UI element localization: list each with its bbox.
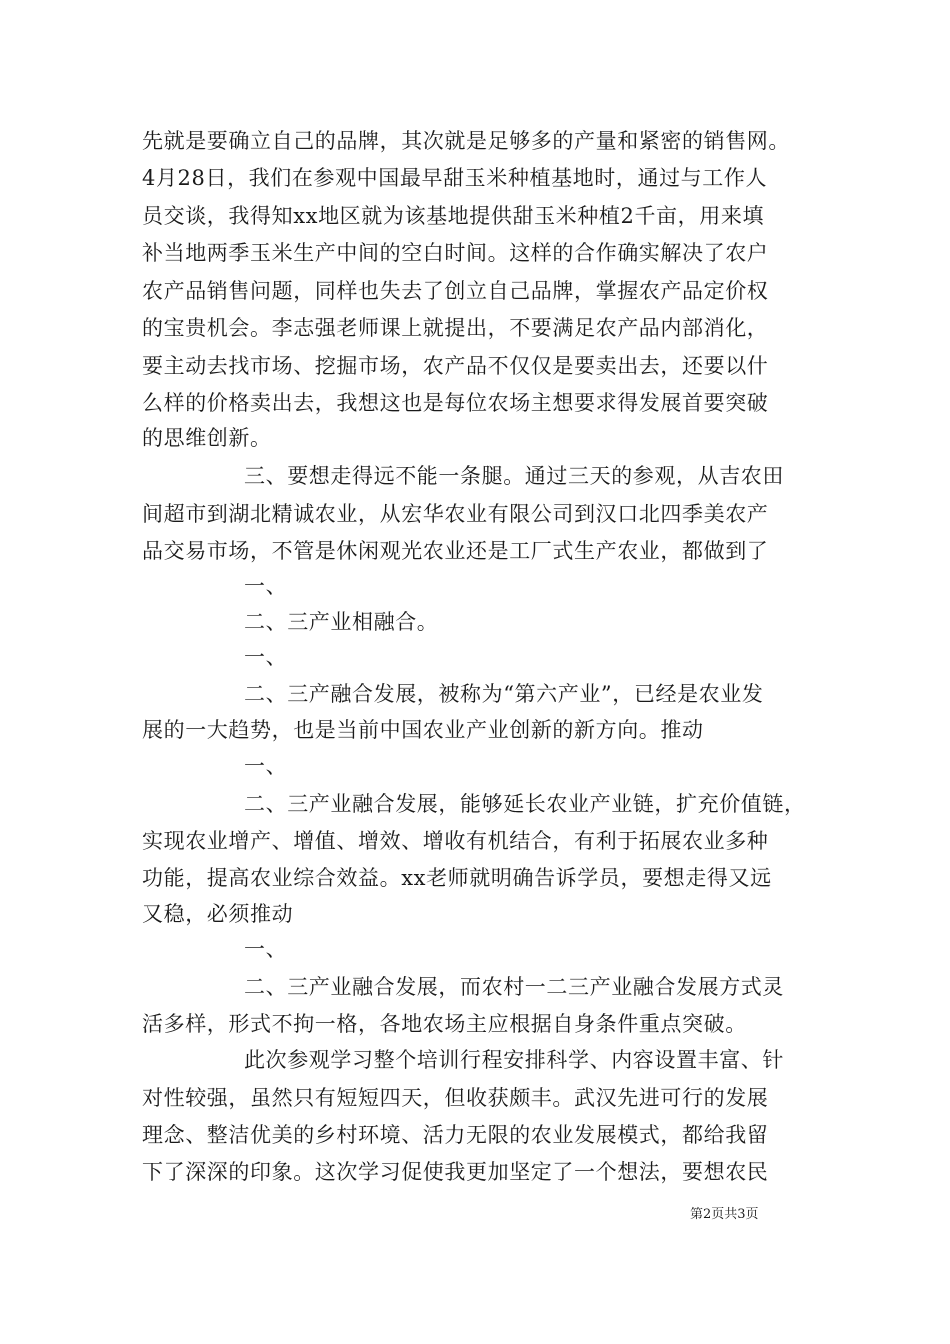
text-line-10: 三、要想走得远不能一条腿。通过三天的参观，从吉农田 (244, 464, 784, 488)
text-line-18: 一、 (244, 754, 288, 778)
text-line-19: 二、三产业融合发展，能够延长农业产业链，扩充价值链， (244, 792, 806, 816)
text-line-25: 活多样，形式不拘一格，各地农场主应根据自身条件重点突破。 (142, 1012, 747, 1036)
text-line-5: 农产品销售问题，同样也失去了创立自己品牌，掌握农产品定价权 (142, 279, 769, 303)
text-line-17: 展的一大趋势，也是当前中国农业产业创新的新方向。推动 (142, 718, 704, 742)
text-line-12: 品交易市场，不管是休闲观光农业还是工厂式生产农业，都做到了 (142, 539, 769, 563)
text-line-24: 二、三产业融合发展，而农村一二三产业融合发展方式灵 (244, 975, 784, 999)
text-line-8: 么样的价格卖出去，我想这也是每位农场主想要求得发展首要突破 (142, 391, 769, 415)
text-line-23: 一、 (244, 937, 288, 961)
text-line-6: 的宝贵机会。李志强老师课上就提出，不要满足农产品内部消化， (142, 316, 769, 340)
text-line-16: 二、三产融合发展，被称为“第六产业”，已经是农业发 (244, 682, 764, 706)
page-number-footer: 第2页共3页 (690, 1207, 759, 1222)
text-line-1: 先就是要确立自己的品牌，其次就是足够多的产量和紧密的销售网。 (142, 129, 790, 153)
text-line-22: 又稳，必须推动 (142, 902, 294, 926)
text-line-15: 一、 (244, 645, 288, 669)
text-line-4: 补当地两季玉米生产中间的空白时间。这样的合作确实解决了农户 (142, 241, 769, 265)
text-line-28: 理念、整洁优美的乡村环境、活力无限的农业发展模式，都给我留 (142, 1123, 769, 1147)
text-line-26: 此次参观学习整个培训行程安排科学、内容设置丰富、针 (244, 1048, 784, 1072)
text-line-9: 的思维创新。 (142, 426, 272, 450)
text-line-11: 间超市到湖北精诚农业，从宏华农业有限公司到汉口北四季美农产 (142, 502, 769, 526)
text-line-20: 实现农业增产、增值、增效、增收有机结合，有利于拓展农业多种 (142, 829, 769, 853)
text-line-3: 员交谈，我得知xx地区就为该基地提供甜玉米种植2千亩，用来填 (142, 204, 765, 228)
text-line-2: 4月28日，我们在参观中国最早甜玉米种植基地时，通过与工作人 (142, 166, 768, 190)
text-line-14: 二、三产业相融合。 (244, 610, 439, 634)
text-line-7: 要主动去找市场、挖掘市场，农产品不仅仅是要卖出去，还要以什 (142, 354, 769, 378)
text-line-27: 对性较强，虽然只有短短四天，但收获颇丰。武汉先进可行的发展 (142, 1086, 769, 1110)
text-line-29: 下了深深的印象。这次学习促使我更加坚定了一个想法，要想农民 (142, 1160, 769, 1184)
text-line-21: 功能，提高农业综合效益。xx老师就明确告诉学员，要想走得又远 (142, 866, 772, 890)
text-line-13: 一、 (244, 574, 288, 598)
